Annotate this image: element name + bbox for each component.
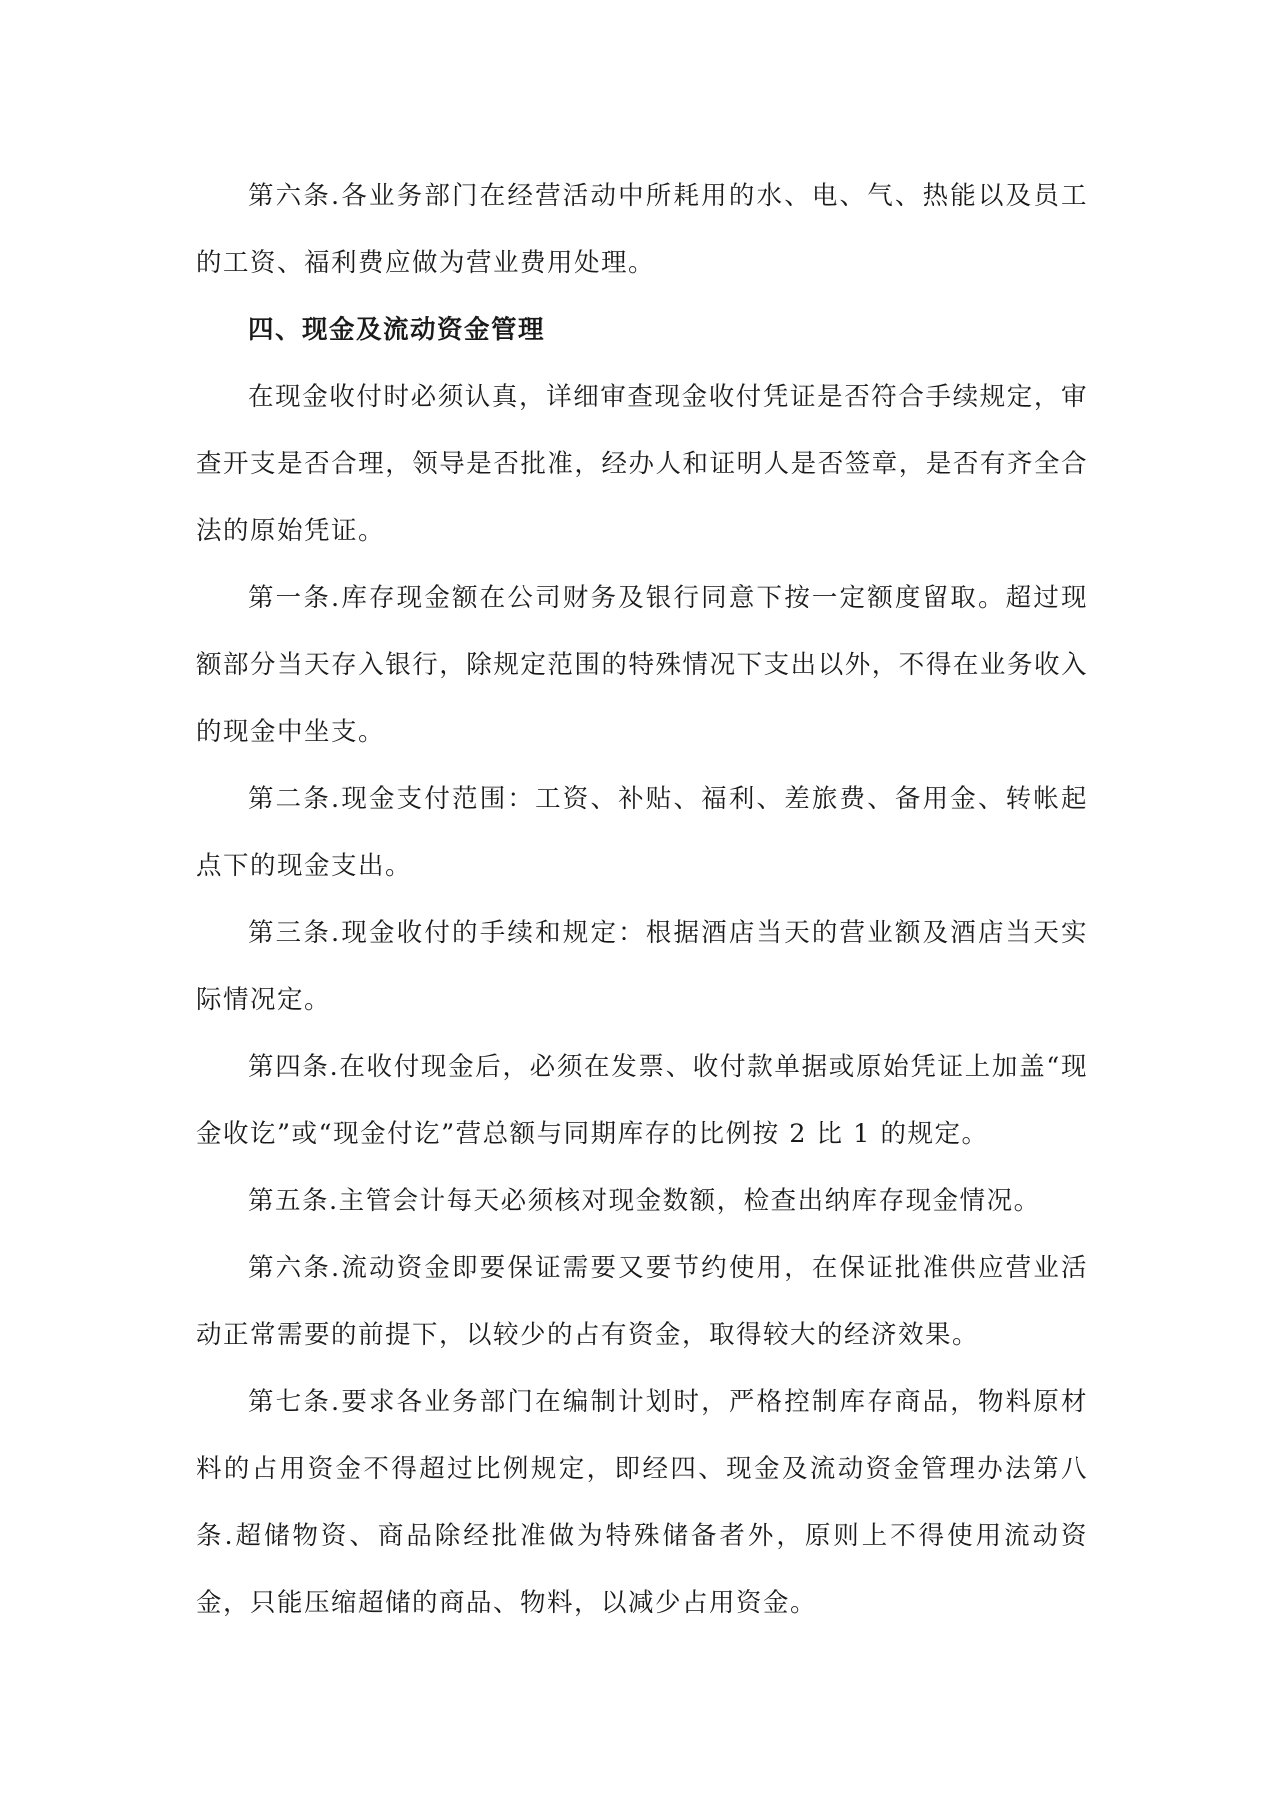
article-6-expenses: 第六条.各业务部门在经营活动中所耗用的水、电、气、热能以及员工的工资、福利费应做为营业费用处理。 bbox=[196, 181, 1088, 278]
section-heading-cash-management: 四、现金及流动资金管理 bbox=[248, 315, 546, 345]
cash-review-intro: 在现金收付时必须认真，详细审查现金收付凭证是否符合手续规定，审查开支是否合理，领导是否批准，经办人和证明人是否签章，是否有齐全合法的原始凭证。 bbox=[196, 382, 1088, 546]
article-7-inventory-control: 第七条.要求各业务部门在编制计划时，严格控制库存商品，物料原材料的占用资金不得超过比例规定，即经四、现金及流动资金管理办法第八条.超储物资、商品除经批准做为特殊储备者外，原则上不得使用流动资金，只能压缩超储的商品、物料，以减少占用资金。 bbox=[196, 1387, 1088, 1618]
article-6-working-capital: 第六条.流动资金即要保证需要又要节约使用，在保证批准供应营业活动正常需要的前提下，以较少的占有资金，取得较大的经济效果。 bbox=[196, 1253, 1088, 1350]
article-3-procedures: 第三条.现金收付的手续和规定：根据酒店当天的营业额及酒店当天实际情况定。 bbox=[196, 918, 1088, 1015]
article-4-stamping: 第四条.在收付现金后，必须在发票、收付款单据或原始凭证上加盖“现金收讫”或“现金付讫”营总额与同期库存的比例按 2 比 1 的规定。 bbox=[196, 1052, 1088, 1149]
article-2-payment-scope: 第二条.现金支付范围：工资、补贴、福利、差旅费、备用金、转帐起点下的现金支出。 bbox=[196, 784, 1088, 881]
article-1-cash-limit: 第一条.库存现金额在公司财务及银行同意下按一定额度留取。超过现额部分当天存入银行，除规定范围的特殊情况下支出以外，不得在业务收入的现金中坐支。 bbox=[196, 583, 1088, 747]
article-5-reconciliation: 第五条.主管会计每天必须核对现金数额，检查出纳库存现金情况。 bbox=[248, 1186, 1041, 1216]
document-body bbox=[196, 163, 1088, 1637]
